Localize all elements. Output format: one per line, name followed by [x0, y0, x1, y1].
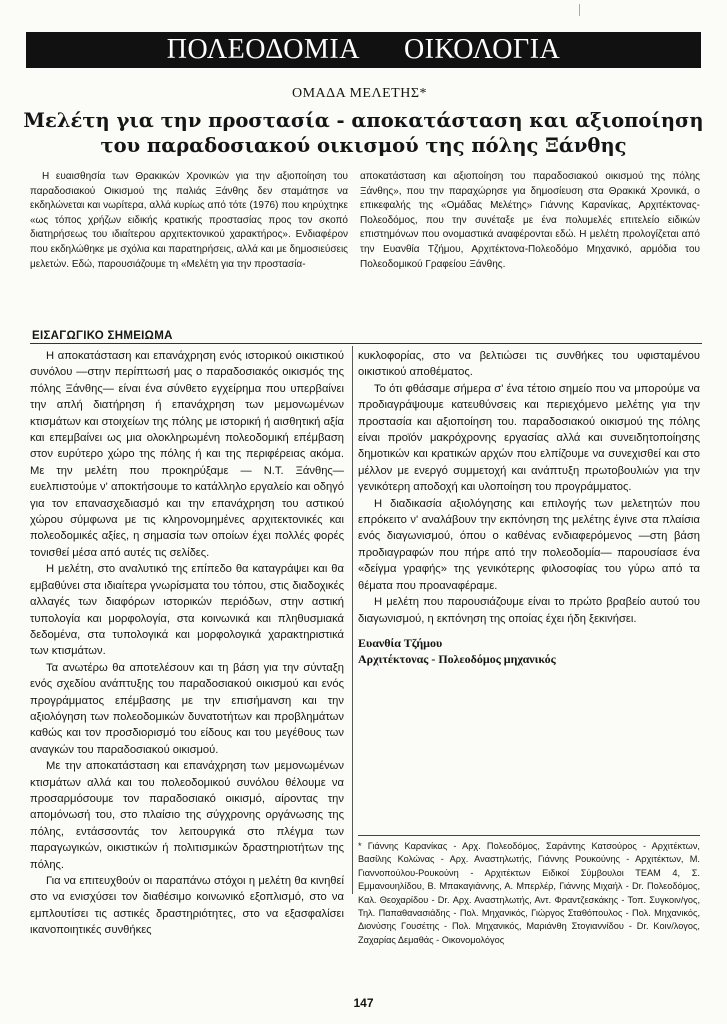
section-banner — [26, 32, 701, 68]
paragraph: Το ότι φθάσαμε σήμερα σ' ένα τέτοιο σημείο που να μπορούμε να προδιαγράψουμε κατευθύνσεις και περιεχόμενο μελέτης για την προστασία και αξιοποίηση του. παραδοσιακού οικισμού της πόλης είναι προϊόν μακρόχρονης εργασίας αλλά και συνειδητοποίησης δημοτικών και κρατικών αρχών που ελπίζουμε να συνεχισθεί και στο μέλλον με ενεργό συμμετοχή και ανάπτυξη πρωτοβουλιών για την γενικότερη αποδοχή και υλοποίηση του προγράμματος. — [358, 382, 700, 494]
paragraph: Για να επιτευχθούν οι παραπάνω στόχοι η μελέτη θα κινηθεί στο να ενισχύσει τον διαθέσιμο κοινωνικό εξοπλισμό, στο να εμπλουτίσει τις αστικές δραστηριότητες, στο να εξασφαλίσει ικανοποιητικές συνθήκες — [30, 875, 344, 937]
article-title — [20, 108, 707, 158]
paragraph: Η διαδικασία αξιολόγησης και επιλογής των μελετητών που επρόκειτο ν' αναλάβουν την εκπόνηση της μελέτης έγινε στα πλαίσια ενός διαγωνισμού, όπου ο καθένας ενδιαφερόμενος —στη βάση προδιαγραφών που πήρε από την πολεοδομία— παρουσίασε ένα «δείγμα γραφής» της γενικότερης φιλοσοφίας του γύρω από τα θέματα που προαναφέραμε. — [358, 497, 700, 592]
intro-right: αποκατάσταση και αξιοποίηση του παραδοσιακού οικισμού της πόλης Ξάνθης», που την παραχώρησε για δημοσίευση στα Θρακικά Χρονικά, ο επικεφαλής της «Ομάδας Μελέτης» Γιάννης Καρανίκας, Αρχιτέκτονας-Πολεοδόμος, που την συνέταξε με ένα πολυμελές επιτελείο ειδικών επιστημόνων που ονομαστικά αναφέρονται εδώ. Η μελέτη προλογίζεται από την Ευανθία Τζήμου, Αρχιτέκτονα-Πολεοδόμο Μηχανικό, αρμόδια του Πολεοδομικού Γραφείου Ξάνθης. — [360, 171, 700, 270]
title-line-2: του παραδοσιακού οικισμού της πόλης Ξάνθης — [100, 134, 627, 157]
column-divider — [352, 346, 353, 894]
left-column — [30, 348, 344, 939]
section-rule — [30, 343, 702, 344]
paragraph: Η μελέτη, στο αναλυτικό της επίπεδο θα καταγράψει και θα εμβαθύνει στα ιδιαίτερα γνωρίσματα του τόπου, στις διαδοχικές αλλαγές των διαφόρων ιστορικών περιόδων, στην αστική τυπολογία και μορφολογία, στα κοινωνικά και πληθυσμιακά δεδομένα, στα τυπολογικά και μορφολογικά χαρακτηριστικά των κτισμάτων. — [30, 563, 344, 658]
footnote: * Γιάννης Καρανίκας - Αρχ. Πολεοδόμος, Σαράντης Κατσούρος - Αρχιτέκτων, Βασίλης Κολώνας - Αρχ. Αναστηλωτής, Γιάννης Ρουκούνης - Αρχιτέκτων, Μ. Γιαννοπούλου-Ρουκούνη - Αρχιτέκτων Ειδικοί Σύμβουλοι ΤΕΑΜ 4, Σ. Εμμανουηλίδου, Β. Μπακαγιάννης, Α. Μπερλέρ, Γιάννης Μιχαήλ - Dr. Πολεοδόμος, Καλ. Θεοχαρίδου - Dr. Αρχ. Αναστηλωτής, Αντ. Φραντζεσκάκης - Τοπ. Συγκοιν/γος, Τηλ. Παπαθανασιάδης - Πολ. Μηχανικός, Γιώργος Σταθόπουλος - Πολ. Μηχανικός, Διονύσης Γουσέτης - Πολ. Μηχανικός, Μαριάνθη Στογιαννίδου - Dr. Κοιν/λογος, Ζαχαρίας Δεμαθάς - Οικονομολόγος — [358, 841, 700, 945]
intro-left: Η ευαισθησία των Θρακικών Χρονικών για την αξιοποίηση του παραδοσιακού Οικισμού της παλιάς Ξάνθης δεν σταμάτησε να εκδηλώνεται και νωρίτερα, αλλά κυρίως από τότε (1976) που κηρύχτηκε «ως τόπος χρήζων ειδικής κρατικής προστασίας προς τον σκοπό διατηρήσεως του ιδιαίτερου αρχιτεκτονικού χαρακτήρος». Ενδιαφέρον που εκδηλώθηκε με σχόλια και παρατηρήσεις, αλλά και με δημοσιεύσεις μελετών. Εδώ, παρουσιάζουμε τη «Μελέτη για την προστασία- — [30, 171, 348, 270]
group-label: ΟΜΑΔΑ ΜΕΛΕΤΗΣ* — [291, 86, 427, 101]
signature-name: Ευανθία Τζήμου — [358, 635, 443, 650]
title-line-1: Μελέτη για την προστασία - αποκατάσταση και αξιοποίηση — [23, 109, 704, 132]
banner-left-word: ΠΟΛΕΟΔΟΜΙΑ — [166, 34, 360, 65]
paragraph: Η αποκατάσταση και επανάχρηση ενός ιστορικού οικιστικού συνόλου —στην περίπτωσή μας ο παραδοσιακός οικισμός της πόλης Ξάνθης— είναι ένα σύνθετο εγχείρημα που υπερβαίνει την απλή διατήρηση ή επανάχρηση των μεμονωμένων κτισμάτων και στοιχείων της πόλης με ιστορική ή αισθητική αξία και επεμβαίνει ως μια ολοκληρωμένη πολεοδομική επέμβαση στον ευρύτερο χώρο της πόλης ή και της περιφέρειας ακόμα. Με την μελέτη που προκηρύξαμε — Ν.Τ. Ξάνθης— ευελπιστούμε ν' αποκτήσουμε το κατάλληλο εργαλείο και οδηγό για τον επανασχεδιασμό και την επανάχρηση του αστικού χώρου σύμφωνα με τις κληρονομημένες αρχιτεκτονικές και πολεοδομικές αξίες, η σημασία των οποίων έχει πολλές φορές τονισθεί μέσα από αυτές τις σελίδες. — [30, 350, 344, 559]
signature-role: Αρχιτέκτονας - Πολεοδόμος μηχανικός — [358, 651, 556, 666]
paragraph: Τα ανωτέρω θα αποτελέσουν και τη βάση για την σύνταξη ενός σχεδίου ανάπτυξης του παραδοσιακού οικισμού και ενός προγράμματος επέμβασης με την επισήμανση και την αξιολόγηση των πολεοδομικών δυνατοτήτων και προβλημάτων καθώς και τον προσδιορισμό του είδους και του μεγέθους των αναγκών του παραδοσιακού οικισμού. — [30, 661, 344, 756]
section-heading: ΕΙΣΑΓΩΓΙΚΟ ΣΗΜΕΙΩΜΑ — [32, 330, 173, 342]
edge-mark — [579, 4, 580, 16]
paragraph: Με την αποκατάσταση και επανάχρηση των μεμονωμένων κτισμάτων αλλά και του πολεοδομικού συνόλου θέλουμε να προσαρμόσουμε τον παραδοσιακό οικισμό, αίροντας την απομόνωσή του, στο πλαίσιο της σύγχρονης οργάνωσης της πόλης, εντάσσοντάς τον λειτουργικά στο πλέγμα των παραγωγικών, οικιστικών ή πολιτισμικών δραστηριοτήτων της πόλης. — [30, 760, 344, 871]
paragraph: Η μελέτη που παρουσιάζουμε είναι το πρώτο βραβείο αυτού του διαγωνισμού, η εκπόνηση της οποίας έχει ήδη ξεκινήσει. — [358, 596, 700, 625]
footnote-rule — [358, 835, 700, 836]
page-number: 147 — [353, 996, 374, 1010]
banner-right-word: ΟΙΚΟΛΟΓΙΑ — [403, 34, 561, 65]
signature — [358, 635, 700, 667]
paragraph: κυκλοφορίας, στο να βελτιώσει τις συνθήκες του υφισταμένου οικιστικού αποθέματος. — [358, 350, 700, 379]
right-column — [358, 348, 700, 667]
